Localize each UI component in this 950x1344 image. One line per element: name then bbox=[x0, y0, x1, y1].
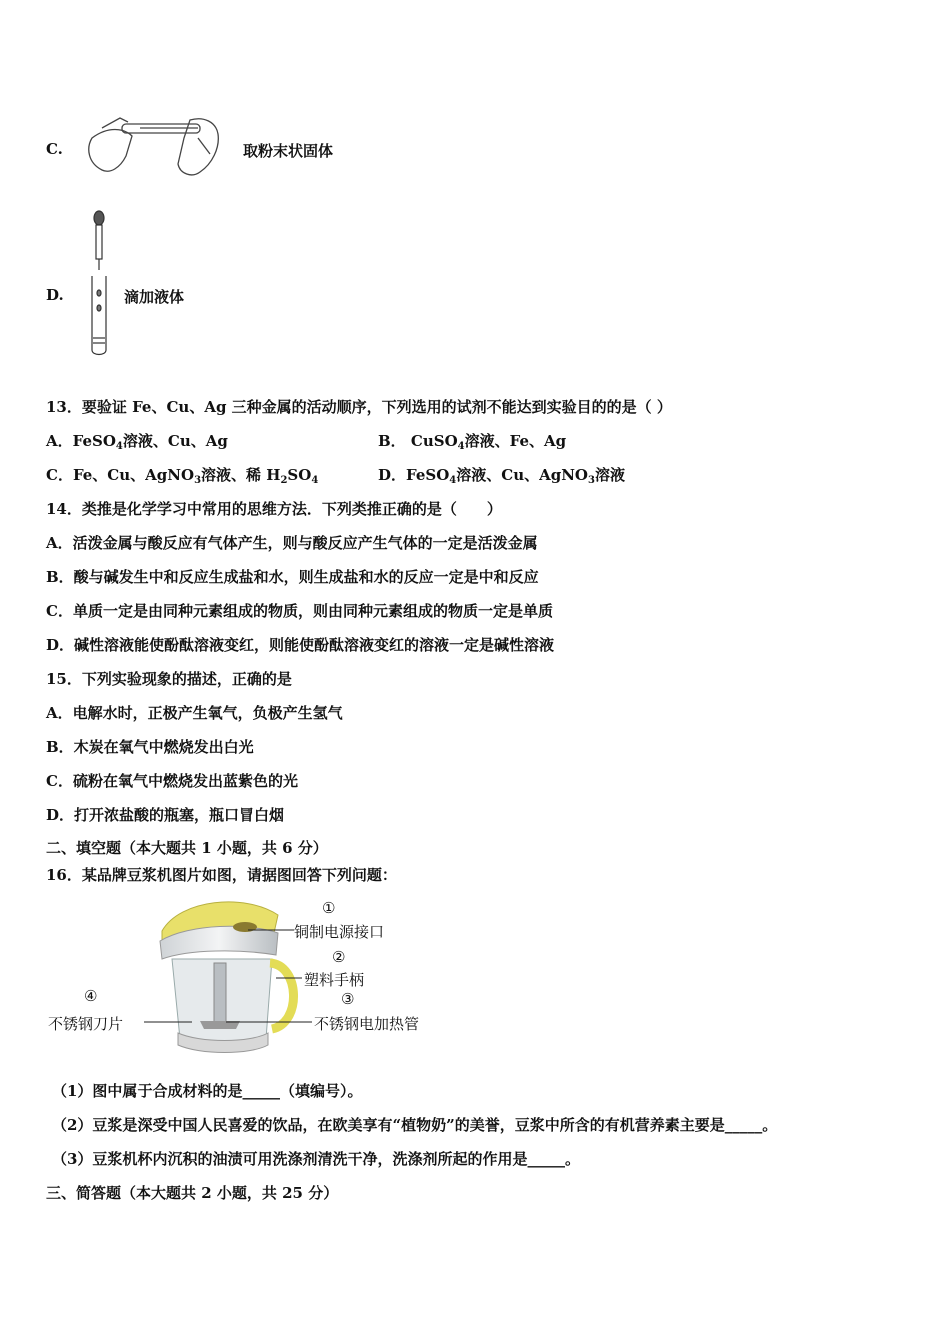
option-c-caption: 取粉末状固体 bbox=[243, 142, 334, 160]
q14-option-b: B．酸与碱发生中和反应生成盐和水，则生成盐和水的反应一定是中和反应 bbox=[46, 568, 539, 586]
q16-part-3: （3）豆浆机杯内沉积的油渍可用洗涤剂清洗干净，洗涤剂所起的作用是_____。 bbox=[52, 1150, 580, 1168]
q15-option-d: D．打开浓盐酸的瓶塞，瓶口冒白烟 bbox=[46, 806, 285, 824]
q13-option-b: B． CuSO$_4$溶液、Fe、Ag bbox=[378, 432, 567, 452]
section-2-heading: 二、填空题（本大题共 1 小题，共 6 分） bbox=[46, 839, 328, 857]
label-1-text: 铜制电源接口 bbox=[294, 923, 385, 941]
option-d-letter: D. bbox=[46, 286, 64, 304]
q14-option-c: C．单质一定是由同种元素组成的物质，则由同种元素组成的物质一定是单质 bbox=[46, 602, 553, 620]
q14-stem: 14．类推是化学学习中常用的思维方法．下列类推正确的是（ ） bbox=[46, 500, 502, 518]
powder-scoop-illustration bbox=[80, 108, 228, 180]
dropper-tube-illustration bbox=[88, 208, 112, 358]
q15-option-b: B．木炭在氧气中燃烧发出白光 bbox=[46, 738, 254, 756]
option-c-letter: C. bbox=[46, 140, 63, 158]
q13-option-d: D．FeSO$_4$溶液、Cu、AgNO$_3$溶液 bbox=[378, 466, 625, 486]
q15-stem: 15．下列实验现象的描述，正确的是 bbox=[46, 670, 292, 688]
label-2-number: ② bbox=[332, 948, 346, 966]
option-d-caption: 滴加液体 bbox=[124, 288, 185, 306]
label-4-number: ④ bbox=[84, 987, 98, 1005]
q13-option-a: A．FeSO$_4$溶液、Cu、Ag bbox=[46, 432, 228, 452]
q15-option-c: C．硫粉在氧气中燃烧发出蓝紫色的光 bbox=[46, 772, 298, 790]
q16-part-2: （2）豆浆是深受中国人民喜爱的饮品，在欧美享有“植物奶”的美誉，豆浆中所含的有机营养素主要是_____。 bbox=[52, 1116, 778, 1134]
q14-option-d: D．碱性溶液能使酚酞溶液变红，则能使酚酞溶液变红的溶液一定是碱性溶液 bbox=[46, 636, 555, 654]
label-3-number: ③ bbox=[341, 990, 355, 1008]
q13-stem: 13．要验证 Fe、Cu、Ag 三种金属的活动顺序，下列选用的试剂不能达到实验目的的是（ ） bbox=[46, 398, 672, 416]
label-3-text: 不锈钢电加热管 bbox=[314, 1015, 420, 1033]
q13-option-c: C．Fe、Cu、AgNO$_3$溶液、稀 $H_2SO_4$ bbox=[46, 466, 319, 486]
q16-stem: 16．某品牌豆浆机图片如图，请据图回答下列问题： bbox=[46, 866, 397, 884]
label-1-number: ① bbox=[322, 899, 336, 917]
q14-option-a: A．活泼金属与酸反应有气体产生，则与酸反应产生气体的一定是活泼金属 bbox=[46, 534, 538, 552]
section-3-heading: 三、简答题（本大题共 2 小题，共 25 分） bbox=[46, 1184, 339, 1202]
label-4-text: 不锈钢刀片 bbox=[48, 1015, 124, 1033]
q15-option-a: A．电解水时，正极产生氧气，负极产生氢气 bbox=[46, 704, 343, 722]
q16-part-1: （1）图中属于合成材料的是_____（填编号）。 bbox=[52, 1082, 363, 1100]
label-2-text: 塑料手柄 bbox=[304, 971, 365, 989]
